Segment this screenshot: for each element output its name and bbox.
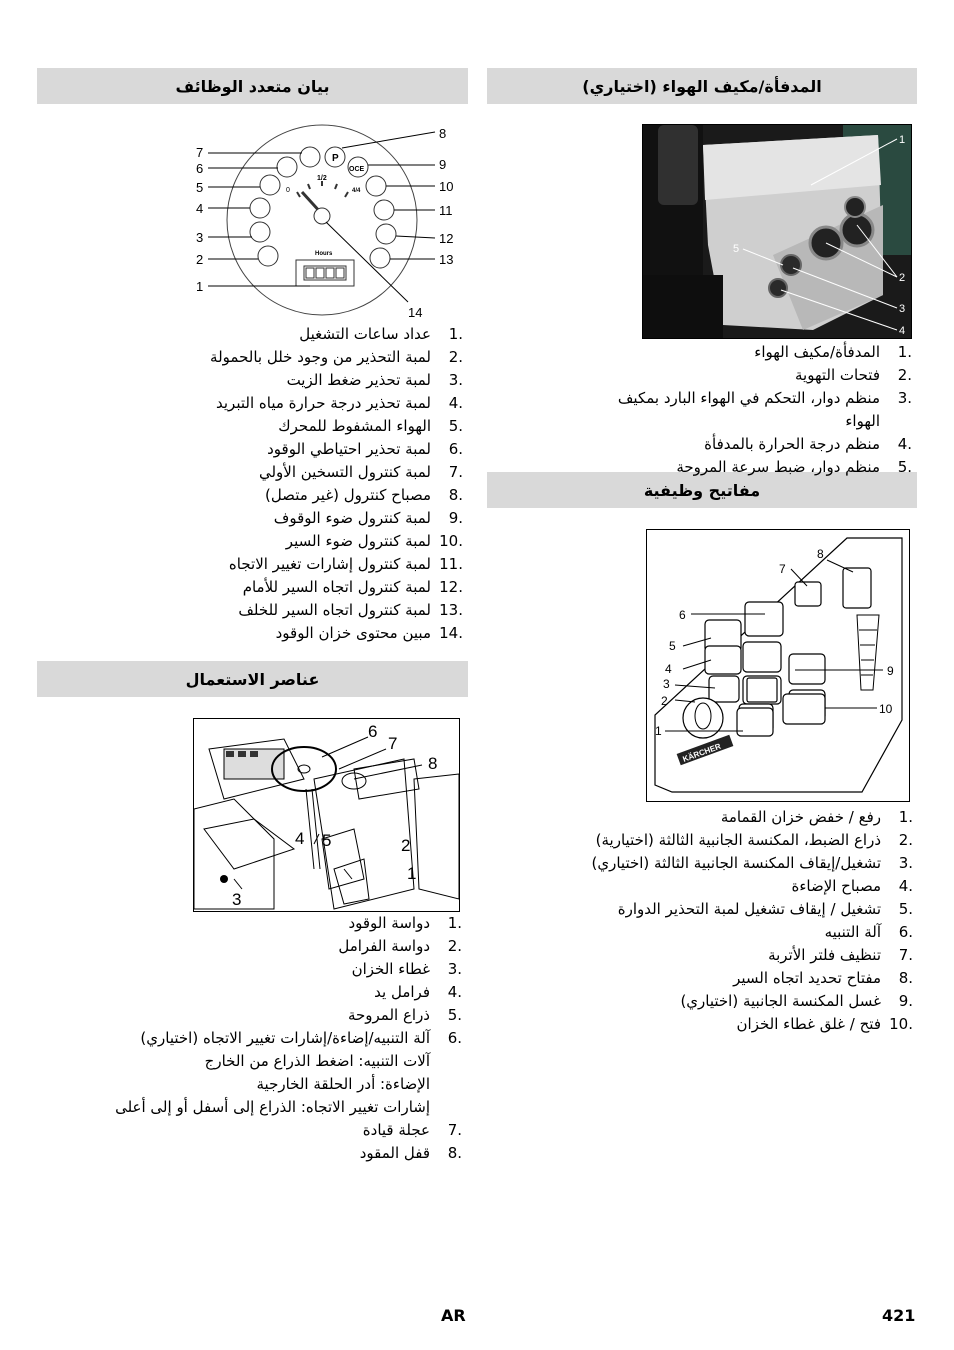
list-item: 1. المدفأة/مكيف الهواء <box>754 343 912 361</box>
callout-13: 13 <box>439 252 454 267</box>
list-item: 1. عداد ساعات التشغيل <box>299 325 463 343</box>
hours-label: Hours <box>315 251 333 257</box>
switches-legend <box>575 806 913 1036</box>
callout-2: 2 <box>899 272 906 284</box>
callout-9: 9 <box>887 664 894 678</box>
list-item: 2. لمبة التحذير من وجود خلل بالحمولة <box>210 348 463 366</box>
svg-text:P: P <box>332 153 339 164</box>
list-item: 5. الهواء المشفوط للمحرك <box>278 417 463 435</box>
list-item: 4. مصباح الإضاءة <box>791 877 913 895</box>
section-title-heater: المدفأة/مكيف الهواء (اختياري) <box>487 68 917 104</box>
list-item: 12. لمبة كنترول اتجاه السير للأمام <box>242 578 463 596</box>
callout-8: 8 <box>439 126 447 141</box>
list-item: 3. لمبة تحذير ضغط الزيت <box>286 371 463 389</box>
list-item: 1. دواسة الوقود <box>348 914 462 932</box>
list-item: 10. فتح / غلق غطاء الخزان <box>736 1015 913 1033</box>
callout-2: 2 <box>401 836 411 855</box>
multifunction-gauge-diagram <box>190 120 470 325</box>
list-item: 5. ذراع المروحة <box>347 1006 462 1024</box>
callout-2: 2 <box>661 694 668 708</box>
list-item: 4. لمبة تحذير درجة حرارة مياه التبريد <box>216 394 463 412</box>
callout-4: 4 <box>295 829 305 848</box>
list-item: 7. لمبة كنترول التسخين الأولي <box>258 463 463 481</box>
callout-6: 6 <box>679 608 686 622</box>
callout-6: 6 <box>196 161 204 176</box>
list-item: 8. مفتاح تحديد اتجاه السير <box>733 969 913 987</box>
callout-5: 5 <box>322 831 332 850</box>
list-item: 3. منظم دوار، التحكم في الهواء البارد بمكيف الهواء <box>617 389 912 430</box>
heater-photo <box>642 124 912 339</box>
list-item: 13. لمبة كنترول اتجاه السير للخلف <box>238 601 463 619</box>
list-item: 3. غطاء الخزان <box>351 960 462 978</box>
list-item: 2. ذراع الضبط، المكنسة الجانبية الثالثة (اختيارية) <box>595 831 913 849</box>
multifunction-legend <box>140 323 463 645</box>
gauge-full-label: 4/4 <box>352 188 361 194</box>
callout-11: 11 <box>439 203 453 218</box>
callout-4: 4 <box>665 662 672 676</box>
heater-legend <box>580 341 912 479</box>
list-item: 5. منظم دوار، ضبط سرعة المروحة <box>676 458 912 476</box>
callout-2: 2 <box>196 252 204 267</box>
section-title-multifunction: بيان متعدد الوظائف <box>37 68 468 104</box>
controls-legend <box>110 912 462 1165</box>
list-item: 2. فتحات التهوية <box>795 366 912 384</box>
list-item: 3. تشغيل/إيقاف المكنسة الجانبية الثالثة (اختياري) <box>591 854 913 872</box>
sub-item: الإضاءة: أدر الحلقة الخارجية <box>256 1075 430 1093</box>
callout-6: 6 <box>368 722 378 741</box>
svg-text:OCE: OCE <box>349 166 365 173</box>
controls-diagram <box>193 718 460 912</box>
list-item: 6. آلة التنبيه <box>824 923 913 941</box>
callout-3: 3 <box>232 890 242 909</box>
list-item: 4. منظم درجة الحرارة بالمدفأة <box>704 435 912 453</box>
callout-7: 7 <box>388 734 398 753</box>
callout-3: 3 <box>899 303 906 315</box>
callout-8: 8 <box>428 754 438 773</box>
list-item: 10. لمبة كنترول ضوء السير <box>285 532 463 550</box>
section-title-switches: مفاتيح وظيفية <box>487 472 917 508</box>
list-item: 6. لمبة تحذير احتياطي الوقود <box>267 440 463 458</box>
list-item: 8. قفل المقود <box>359 1144 462 1162</box>
callout-3: 3 <box>196 230 204 245</box>
list-item: 5. تشغيل / إيقاف تشغيل لمبة التحذير الدوارة <box>617 900 913 918</box>
gauge-half-label: 1/2 <box>317 175 327 182</box>
list-item: 9. غسل المكنسة الجانبية (اختياري) <box>680 992 913 1010</box>
callout-14: 14 <box>408 305 423 320</box>
gauge-zero-label: 0 <box>286 187 290 194</box>
section-title-controls: عناصر الاستعمال <box>37 661 468 697</box>
callout-1: 1 <box>196 279 204 294</box>
list-item: 4. فرامل يد <box>374 983 462 1001</box>
callout-1: 1 <box>899 134 906 146</box>
callout-7: 7 <box>196 145 204 160</box>
footer-language: AR <box>441 1306 466 1325</box>
sub-item: آلات التنبيه: اضغط الذراع من الخارج <box>204 1052 430 1070</box>
callout-12: 12 <box>439 231 454 246</box>
callout-5: 5 <box>733 243 740 255</box>
callout-1: 1 <box>655 724 662 738</box>
list-item: 6. آلة التنبيه/إضاءة/إشارات تغيير الاتجاه (اختياري) آلات التنبيه: اضغط الذراع من الخارج الإضاءة: أدر الحلقة الخارجية إشارات تغيير الاتجاه: الذراع إلى أسفل أو إلى أعلى <box>110 1027 462 1119</box>
switch-panel-diagram <box>646 529 910 802</box>
list-item: 14. مبين محتوى خزان الوقود <box>275 624 463 642</box>
callout-10: 10 <box>879 702 893 716</box>
callout-8: 8 <box>817 547 824 561</box>
sub-item: إشارات تغيير الاتجاه: الذراع إلى أسفل أو إلى أعلى <box>115 1098 430 1116</box>
callout-3: 3 <box>663 677 670 691</box>
list-item: 9. لمبة كنترول ضوء الوقوف <box>273 509 463 527</box>
callout-1: 1 <box>407 864 417 883</box>
page-number: 421 <box>882 1306 916 1325</box>
callout-4: 4 <box>899 325 906 337</box>
list-item: 2. دواسة الفرامل <box>338 937 462 955</box>
callout-4: 4 <box>196 201 204 216</box>
callout-10: 10 <box>439 179 454 194</box>
list-item: 1. رفع / خفض خزان القمامة <box>720 808 913 826</box>
list-item: 7. تنظيف فلتر الأتربة <box>768 946 913 964</box>
list-item: 7. عجلة قيادة <box>362 1121 462 1139</box>
list-item: 11. لمبة كنترول إشارات تغيير الاتجاه <box>228 555 463 573</box>
brand-logo: KÄRCHER <box>681 741 723 764</box>
callout-7: 7 <box>779 562 786 576</box>
list-item: 8. مصباح كنترول (غير متصل) <box>264 486 463 504</box>
callout-5: 5 <box>196 180 204 195</box>
callout-5: 5 <box>669 639 676 653</box>
callout-9: 9 <box>439 157 447 172</box>
